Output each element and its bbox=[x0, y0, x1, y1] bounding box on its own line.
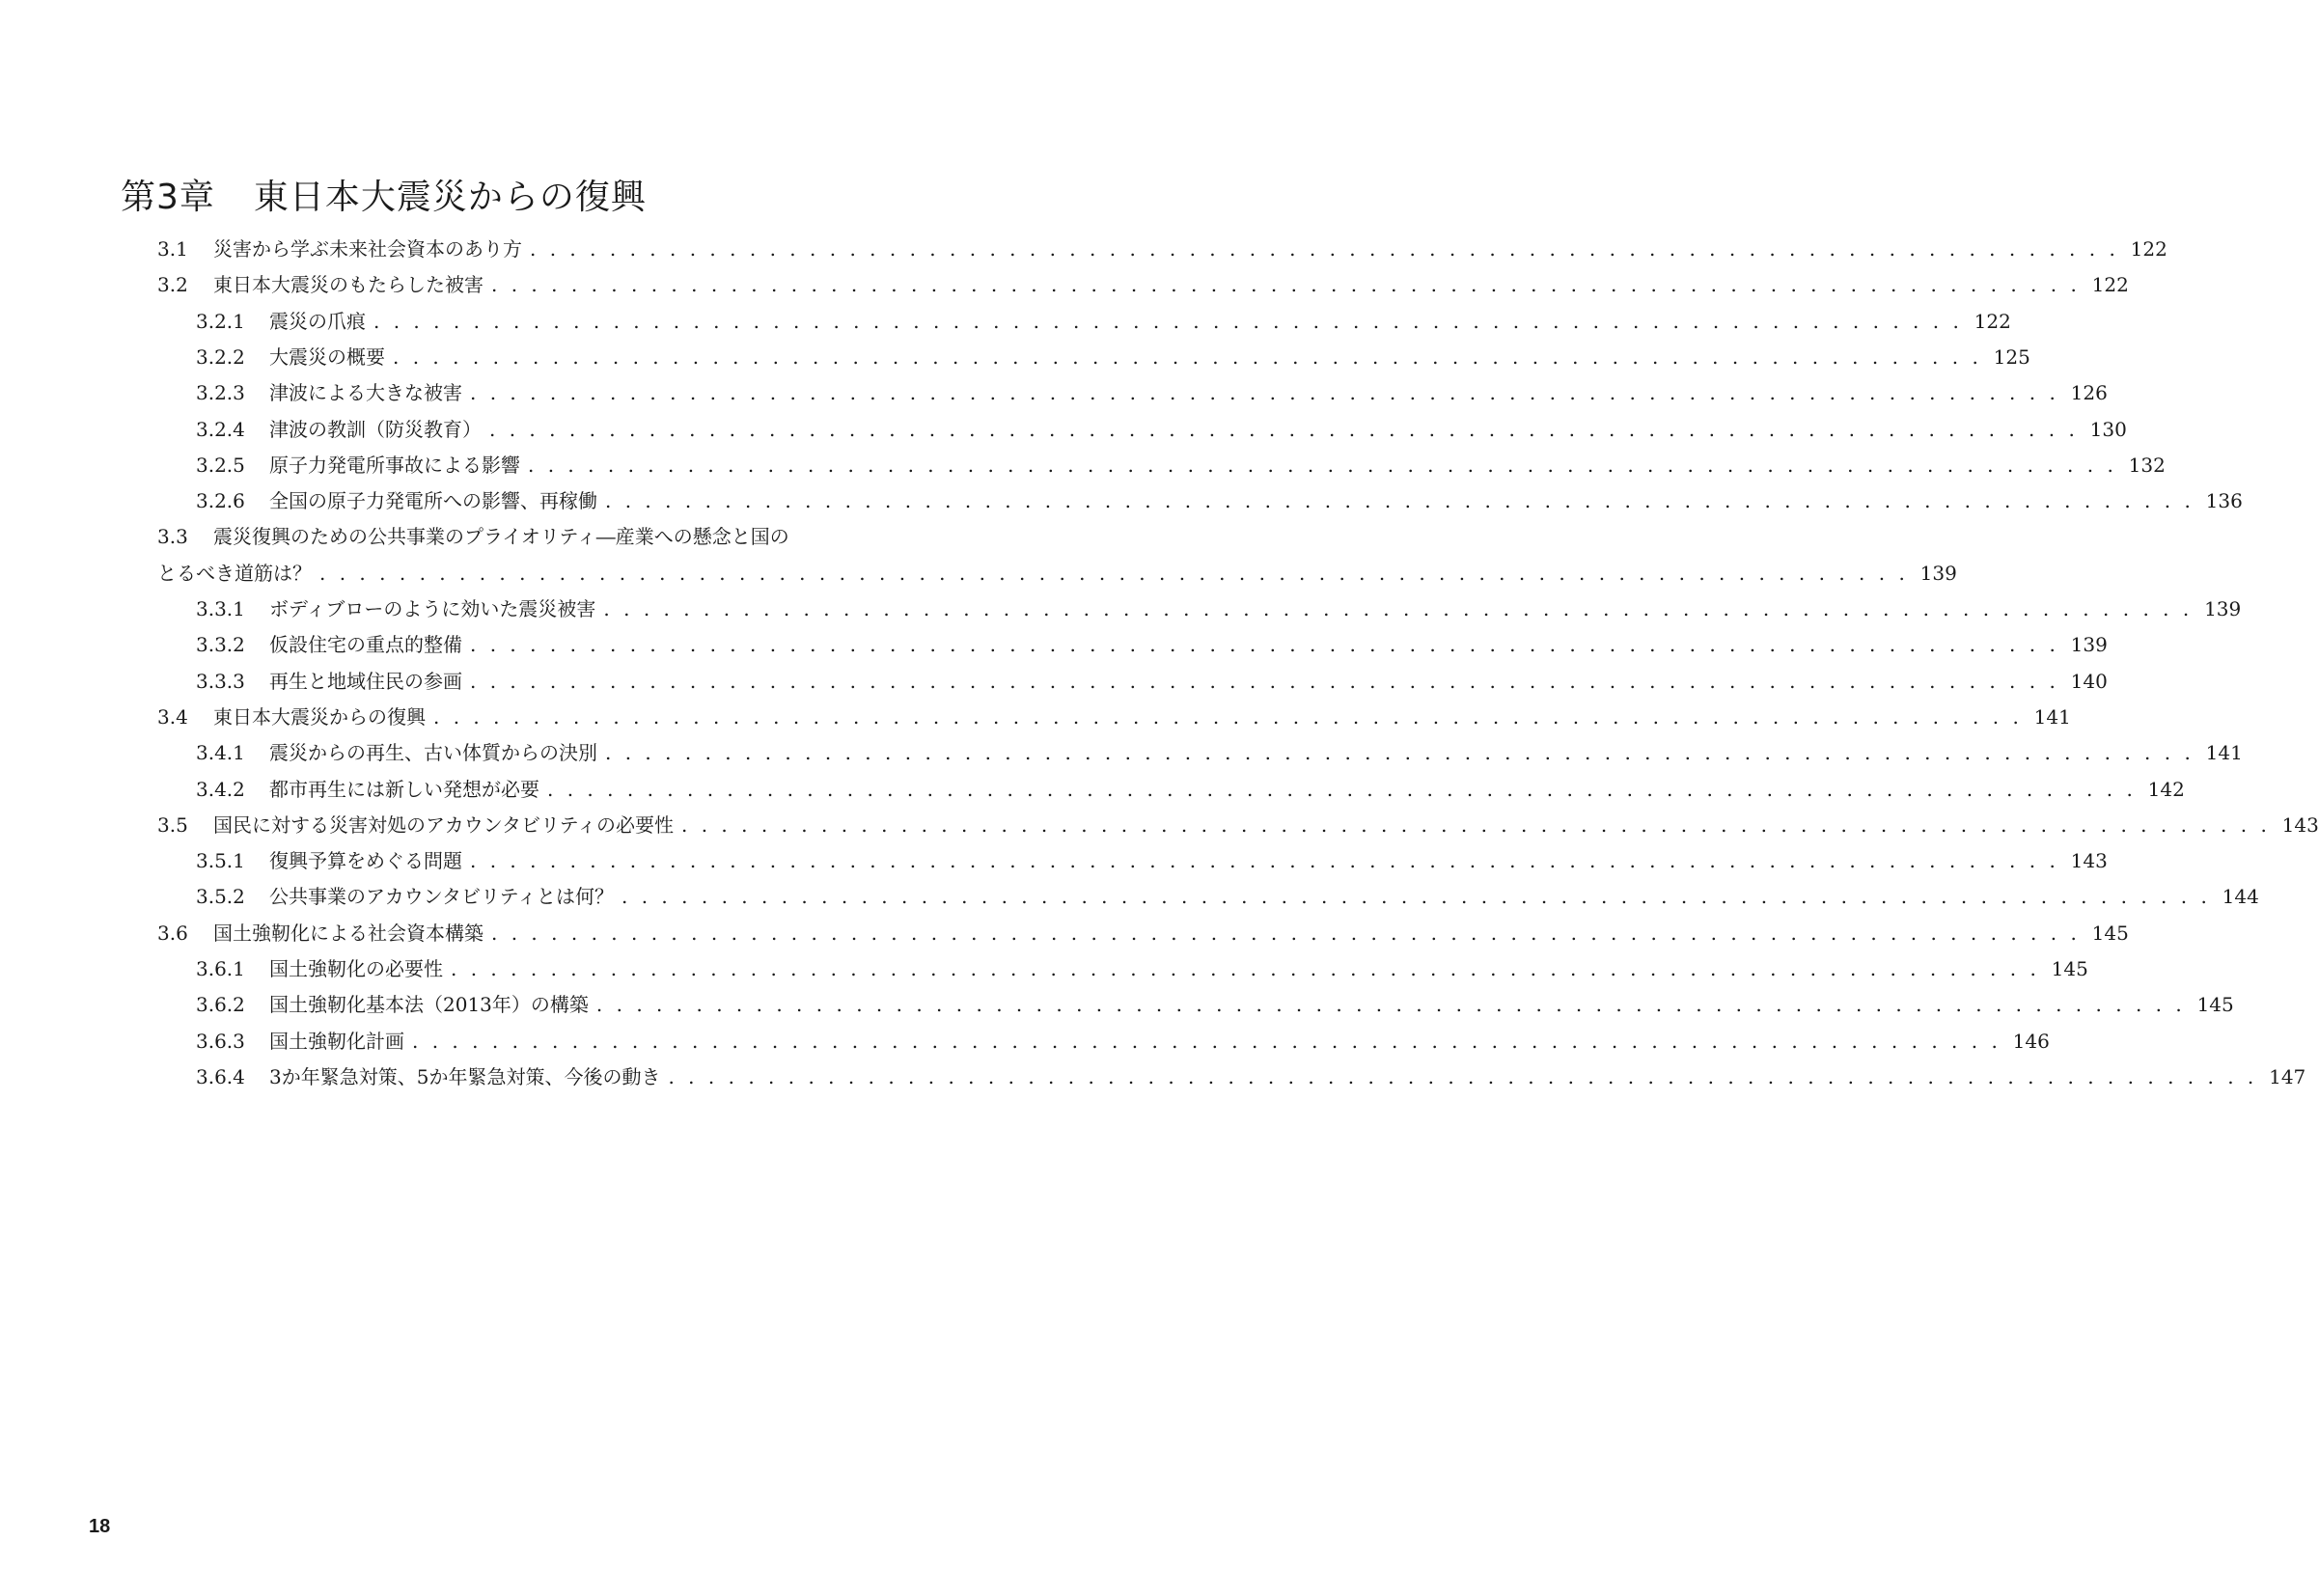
toc-entry-number: 3.2.1 bbox=[196, 309, 245, 333]
toc-entry-number: 3.5.2 bbox=[196, 885, 245, 909]
toc-subsection-entry[interactable] bbox=[196, 447, 2166, 480]
toc-entry-page: 140 bbox=[2070, 669, 2108, 693]
toc-entry-label bbox=[196, 882, 614, 911]
toc-entry-page: 144 bbox=[2222, 885, 2259, 909]
toc-entry-page: 141 bbox=[2033, 704, 2071, 729]
chapter-title-text: 東日本大震災からの復興 bbox=[253, 178, 647, 217]
page-number: 18 bbox=[89, 1516, 111, 1537]
toc-entry-number: 3.2.6 bbox=[196, 489, 245, 513]
toc-entry-number: 3.3.3 bbox=[196, 669, 245, 693]
toc-entry-title: 東日本大震災からの復興 bbox=[213, 704, 426, 729]
toc-section-entry[interactable] bbox=[157, 555, 1957, 588]
toc-entry-label bbox=[157, 811, 674, 839]
toc-entry-page: 126 bbox=[2070, 381, 2108, 405]
toc-leader-dots: . . . . . . . . . . . . . . . . . . . . . . . . . . . . . . . . . . . . . . . . . . . . . . . . . . . . . . . . . . . . . . . . . . . . . . . . . . . . . . . . bbox=[668, 1064, 2258, 1088]
toc-entry-label bbox=[196, 630, 462, 659]
toc-leader-dots: . . . . . . . . . . . . . . . . . . . . . . . . . . . . . . . . . . . . . . . . . . . . . . . . . . . . . . . . . . . . . . . . . . . . . . . . . . . . . . . . bbox=[603, 597, 2194, 620]
toc-entry-wrapped-line[interactable] bbox=[157, 518, 789, 551]
toc-entry-page: 139 bbox=[2070, 633, 2108, 657]
toc-leader-dots: . . . . . . . . . . . . . . . . . . . . . . . . . . . . . . . . . . . . . . . . . . . . . . . . . . . . . . . . . . . . . . . . . . . . . . . . . . . . . . . . bbox=[621, 885, 2211, 909]
toc-entry-title: 大震災の概要 bbox=[269, 344, 385, 369]
toc-subsection-entry[interactable] bbox=[196, 986, 2234, 1019]
toc-leader-dots: . . . . . . . . . . . . . . . . . . . . . . . . . . . . . . . . . . . . . . . . . . . . . . . . . . . . . . . . . . . . . . . . . . . . . . . . . . . . . . . . bbox=[595, 993, 2186, 1017]
toc-entry-label bbox=[196, 307, 366, 336]
toc-entry-page: 122 bbox=[2091, 273, 2129, 297]
toc-entry-title: 津波の教訓（防災教育） bbox=[269, 417, 482, 441]
toc-entry-page: 125 bbox=[1993, 344, 2030, 369]
toc-entry-number: 3.6.1 bbox=[196, 957, 245, 980]
toc-subsection-entry[interactable] bbox=[196, 950, 2088, 983]
toc-entry-title: 国土強靭化の必要性 bbox=[269, 957, 443, 980]
toc-entry-title: 国土強靭化計画 bbox=[269, 1029, 404, 1053]
toc-entry-label bbox=[157, 270, 483, 299]
toc-entry-label bbox=[196, 486, 597, 515]
toc-subsection-entry[interactable] bbox=[196, 842, 2108, 875]
toc-entry-number: 3.5.1 bbox=[196, 849, 245, 873]
toc-leader-dots: . . . . . . . . . . . . . . . . . . . . . . . . . . . . . . . . . . . . . . . . . . . . . . . . . . . . . . . . . . . . . . . . . . . . . . . . . . . . . . . . bbox=[605, 741, 2195, 765]
toc-leader-dots: . . . . . . . . . . . . . . . . . . . . . . . . . . . . . . . . . . . . . . . . . . . . . . . . . . . . . . . . . . . . . . . . . . . . . . . . . . . . . . . . bbox=[373, 309, 1963, 333]
toc-entry-number: 3.3.1 bbox=[196, 597, 245, 620]
toc-entry-page: 145 bbox=[2196, 993, 2234, 1017]
toc-entry-title: 3か年緊急対策、5か年緊急対策、今後の動き bbox=[269, 1064, 661, 1088]
toc-entry-label bbox=[157, 919, 483, 948]
toc-leader-dots: . . . . . . . . . . . . . . . . . . . . . . . . . . . . . . . . . . . . . . . . . . . . . . . . . . . . . . . . . . . . . . . . . . . . . . . . . . . . . . . . bbox=[491, 921, 2081, 945]
toc-leader-dots: . . . . . . . . . . . . . . . . . . . . . . . . . . . . . . . . . . . . . . . . . . . . . . . . . . . . . . . . . . . . . . . . . . . . . . . . . . . . . . . . bbox=[470, 849, 2059, 873]
toc-entry-page: 145 bbox=[2091, 921, 2129, 945]
toc-entry-label bbox=[196, 846, 462, 875]
toc-entry-label bbox=[157, 702, 426, 731]
toc-subsection-entry[interactable] bbox=[196, 374, 2108, 407]
toc-subsection-entry[interactable] bbox=[196, 482, 2243, 515]
toc-entry-number: 3.5 bbox=[157, 812, 188, 837]
toc-entry-title: 災害から学ぶ未来社会資本のあり方 bbox=[213, 237, 522, 261]
chapter-number: 第3章 bbox=[121, 178, 215, 217]
toc-leader-dots: . . . . . . . . . . . . . . . . . . . . . . . . . . . . . . . . . . . . . . . . . . . . . . . . . . . . . . . . . . . . . . . . . . . . . . . . . . . . . . . . bbox=[547, 777, 2137, 801]
toc-entry-label bbox=[196, 415, 482, 444]
toc-entry-label bbox=[196, 1062, 660, 1091]
toc-leader-dots: . . . . . . . . . . . . . . . . . . . . . . . . . . . . . . . . . . . . . . . . . . . . . . . . . . . . . . . . . . . . . . . . . . . . . . . . . . . . . . . . bbox=[489, 417, 2079, 441]
toc-subsection-entry[interactable] bbox=[196, 734, 2243, 767]
toc-entry-label bbox=[196, 594, 595, 623]
toc-entry-title: 震災からの再生、古い体質からの決別 bbox=[269, 741, 597, 765]
toc-entry-number: 3.6 bbox=[157, 921, 188, 945]
toc-entry-page: 141 bbox=[2205, 741, 2243, 765]
toc-entry-number: 3.6.2 bbox=[196, 993, 245, 1017]
toc-entry-page: 145 bbox=[2051, 957, 2088, 980]
toc-leader-dots: . . . . . . . . . . . . . . . . . . . . . . . . . . . . . . . . . . . . . . . . . . . . . . . . . . . . . . . . . . . . . . . . . . . . . . . . . . . . . . . . bbox=[412, 1029, 2002, 1053]
toc-section-entry[interactable] bbox=[157, 699, 2071, 731]
toc-entry-title: 東日本大震災のもたらした被害 bbox=[213, 273, 483, 297]
toc-leader-dots: . . . . . . . . . . . . . . . . . . . . . . . . . . . . . . . . . . . . . . . . . . . . . . . . . . . . . . . . . . . . . . . . . . . . . . . . . . . . . . . . bbox=[491, 273, 2081, 297]
toc-entry-title: とるべき道筋は？ bbox=[157, 561, 312, 585]
toc-entry-number: 3.6.3 bbox=[196, 1029, 245, 1053]
toc-leader-dots: . . . . . . . . . . . . . . . . . . . . . . . . . . . . . . . . . . . . . . . . . . . . . . . . . . . . . . . . . . . . . . . . . . . . . . . . . . . . . . . . bbox=[470, 633, 2059, 657]
toc-entry-page: 143 bbox=[2070, 849, 2108, 873]
toc-leader-dots: . . . . . . . . . . . . . . . . . . . . . . . . . . . . . . . . . . . . . . . . . . . . . . . . . . . . . . . . . . . . . . . . . . . . . . . . . . . . . . . . bbox=[319, 561, 1909, 585]
toc-subsection-entry[interactable] bbox=[196, 771, 2185, 804]
toc-entry-label bbox=[157, 559, 312, 588]
toc-entry-number: 3.3.2 bbox=[196, 633, 245, 657]
toc-entry-page: 130 bbox=[2089, 417, 2127, 441]
toc-entry-title: 国土強靭化基本法（2013年）の構築 bbox=[269, 993, 589, 1017]
toc-leader-dots: . . . . . . . . . . . . . . . . . . . . . . . . . . . . . . . . . . . . . . . . . . . . . . . . . . . . . . . . . . . . . . . . . . . . . . . . . . . . . . . . bbox=[470, 669, 2059, 693]
toc-leader-dots: . . . . . . . . . . . . . . . . . . . . . . . . . . . . . . . . . . . . . . . . . . . . . . . . . . . . . . . . . . . . . . . . . . . . . . . . . . . . . . . . bbox=[681, 812, 2271, 837]
toc-entry-title: 原子力発電所事故による影響 bbox=[269, 453, 520, 477]
toc-entry-number: 3.2.3 bbox=[196, 381, 245, 405]
toc-entry-title: 震災の爪痕 bbox=[269, 309, 366, 333]
toc-entry-label bbox=[157, 234, 522, 263]
toc-section-entry[interactable] bbox=[157, 231, 2167, 263]
toc-entry-label bbox=[196, 451, 520, 480]
toc-entry-page: 122 bbox=[1974, 309, 2011, 333]
toc-entry-number: 3.2.2 bbox=[196, 344, 245, 369]
toc-entry-number: 3.6.4 bbox=[196, 1064, 245, 1088]
toc-entry-title: 公共事業のアカウンタビリティとは何？ bbox=[269, 885, 614, 909]
toc-leader-dots: . . . . . . . . . . . . . . . . . . . . . . . . . . . . . . . . . . . . . . . . . . . . . . . . . . . . . . . . . . . . . . . . . . . . . . . . . . . . . . . . bbox=[451, 957, 2040, 980]
toc-subsection-entry[interactable] bbox=[196, 591, 2242, 623]
toc-subsection-entry[interactable] bbox=[196, 663, 2108, 696]
toc-entry-page: 136 bbox=[2205, 489, 2243, 513]
toc-entry-page: 139 bbox=[2204, 597, 2242, 620]
toc-leader-dots: . . . . . . . . . . . . . . . . . . . . . . . . . . . . . . . . . . . . . . . . . . . . . . . . . . . . . . . . . . . . . . . . . . . . . . . . . . . . . . . . bbox=[433, 704, 2023, 729]
toc-subsection-entry[interactable] bbox=[196, 411, 2127, 444]
toc-entry-label bbox=[196, 954, 443, 983]
toc-entry-number: 3.4.2 bbox=[196, 777, 245, 801]
toc-subsection-entry[interactable] bbox=[196, 626, 2108, 659]
toc-leader-dots: . . . . . . . . . . . . . . . . . . . . . . . . . . . . . . . . . . . . . . . . . . . . . . . . . . . . . . . . . . . . . . . . . . . . . . . . . . . . . . . . bbox=[393, 344, 1982, 369]
toc-entry-label bbox=[196, 343, 385, 371]
toc-entry-label bbox=[196, 667, 462, 696]
toc-entry-label bbox=[196, 990, 589, 1019]
toc-entry-label bbox=[196, 1027, 404, 1056]
toc-entry-title: 国民に対する災害対処のアカウンタビリティの必要性 bbox=[213, 812, 674, 837]
toc-subsection-entry[interactable] bbox=[196, 1023, 2050, 1056]
toc-entry-title: 津波による大きな被害 bbox=[269, 381, 462, 405]
toc-leader-dots: . . . . . . . . . . . . . . . . . . . . . . . . . . . . . . . . . . . . . . . . . . . . . . . . . . . . . . . . . . . . . . . . . . . . . . . . . . . . . . . . bbox=[528, 453, 2117, 477]
toc-entry-number: 3.3 bbox=[157, 525, 188, 549]
toc-subsection-entry[interactable] bbox=[196, 339, 2030, 371]
toc-entry-page: 132 bbox=[2128, 453, 2166, 477]
toc-entry-title: 仮設住宅の重点的整備 bbox=[269, 633, 462, 657]
toc-entry-page: 139 bbox=[1919, 561, 1957, 585]
toc-entry-page: 147 bbox=[2269, 1064, 2306, 1088]
toc-entry-number: 3.4 bbox=[157, 704, 188, 729]
toc-section-entry[interactable] bbox=[157, 807, 2319, 839]
toc-entry-number: 3.2 bbox=[157, 273, 188, 297]
toc-subsection-entry[interactable] bbox=[196, 878, 2259, 911]
toc-entry-page: 122 bbox=[2130, 237, 2167, 261]
chapter-heading bbox=[121, 177, 647, 219]
toc-section-entry[interactable] bbox=[157, 915, 2129, 948]
toc-section-entry[interactable] bbox=[157, 266, 2129, 299]
toc-subsection-entry[interactable] bbox=[196, 303, 2011, 336]
toc-leader-dots: . . . . . . . . . . . . . . . . . . . . . . . . . . . . . . . . . . . . . . . . . . . . . . . . . . . . . . . . . . . . . . . . . . . . . . . . . . . . . . . . bbox=[470, 381, 2059, 405]
toc-leader-dots: . . . . . . . . . . . . . . . . . . . . . . . . . . . . . . . . . . . . . . . . . . . . . . . . . . . . . . . . . . . . . . . . . . . . . . . . . . . . . . . . bbox=[530, 237, 2119, 261]
toc-entry-title: ボディブローのように効いた震災被害 bbox=[269, 597, 596, 620]
toc-entry-number: 3.4.1 bbox=[196, 741, 245, 765]
toc-entry-title: 震災復興のための公共事業のプライオリティ―産業への懸念と国の bbox=[213, 525, 789, 549]
toc-entry-page: 146 bbox=[2012, 1029, 2050, 1053]
toc-entry-title: 復興予算をめぐる問題 bbox=[269, 849, 462, 873]
toc-entry-page: 142 bbox=[2147, 777, 2185, 801]
toc-entry-number: 3.2.5 bbox=[196, 453, 245, 477]
toc-entry-title: 再生と地域住民の参画 bbox=[269, 669, 462, 693]
toc-entry-title: 都市再生には新しい発想が必要 bbox=[269, 777, 539, 801]
toc-entry-title: 全国の原子力発電所への影響、再稼働 bbox=[269, 489, 597, 513]
toc-entry-title: 国土強靭化による社会資本構築 bbox=[213, 921, 483, 945]
toc-entry-label bbox=[196, 738, 597, 767]
toc-entry-label bbox=[196, 378, 462, 407]
toc-leader-dots: . . . . . . . . . . . . . . . . . . . . . . . . . . . . . . . . . . . . . . . . . . . . . . . . . . . . . . . . . . . . . . . . . . . . . . . . . . . . . . . . bbox=[605, 489, 2195, 513]
toc-entry-number: 3.2.4 bbox=[196, 417, 245, 441]
toc-entry-label bbox=[196, 775, 539, 804]
toc-entry-number: 3.1 bbox=[157, 237, 188, 261]
toc-entry-page: 143 bbox=[2281, 812, 2319, 837]
toc-subsection-entry[interactable] bbox=[196, 1059, 2306, 1091]
